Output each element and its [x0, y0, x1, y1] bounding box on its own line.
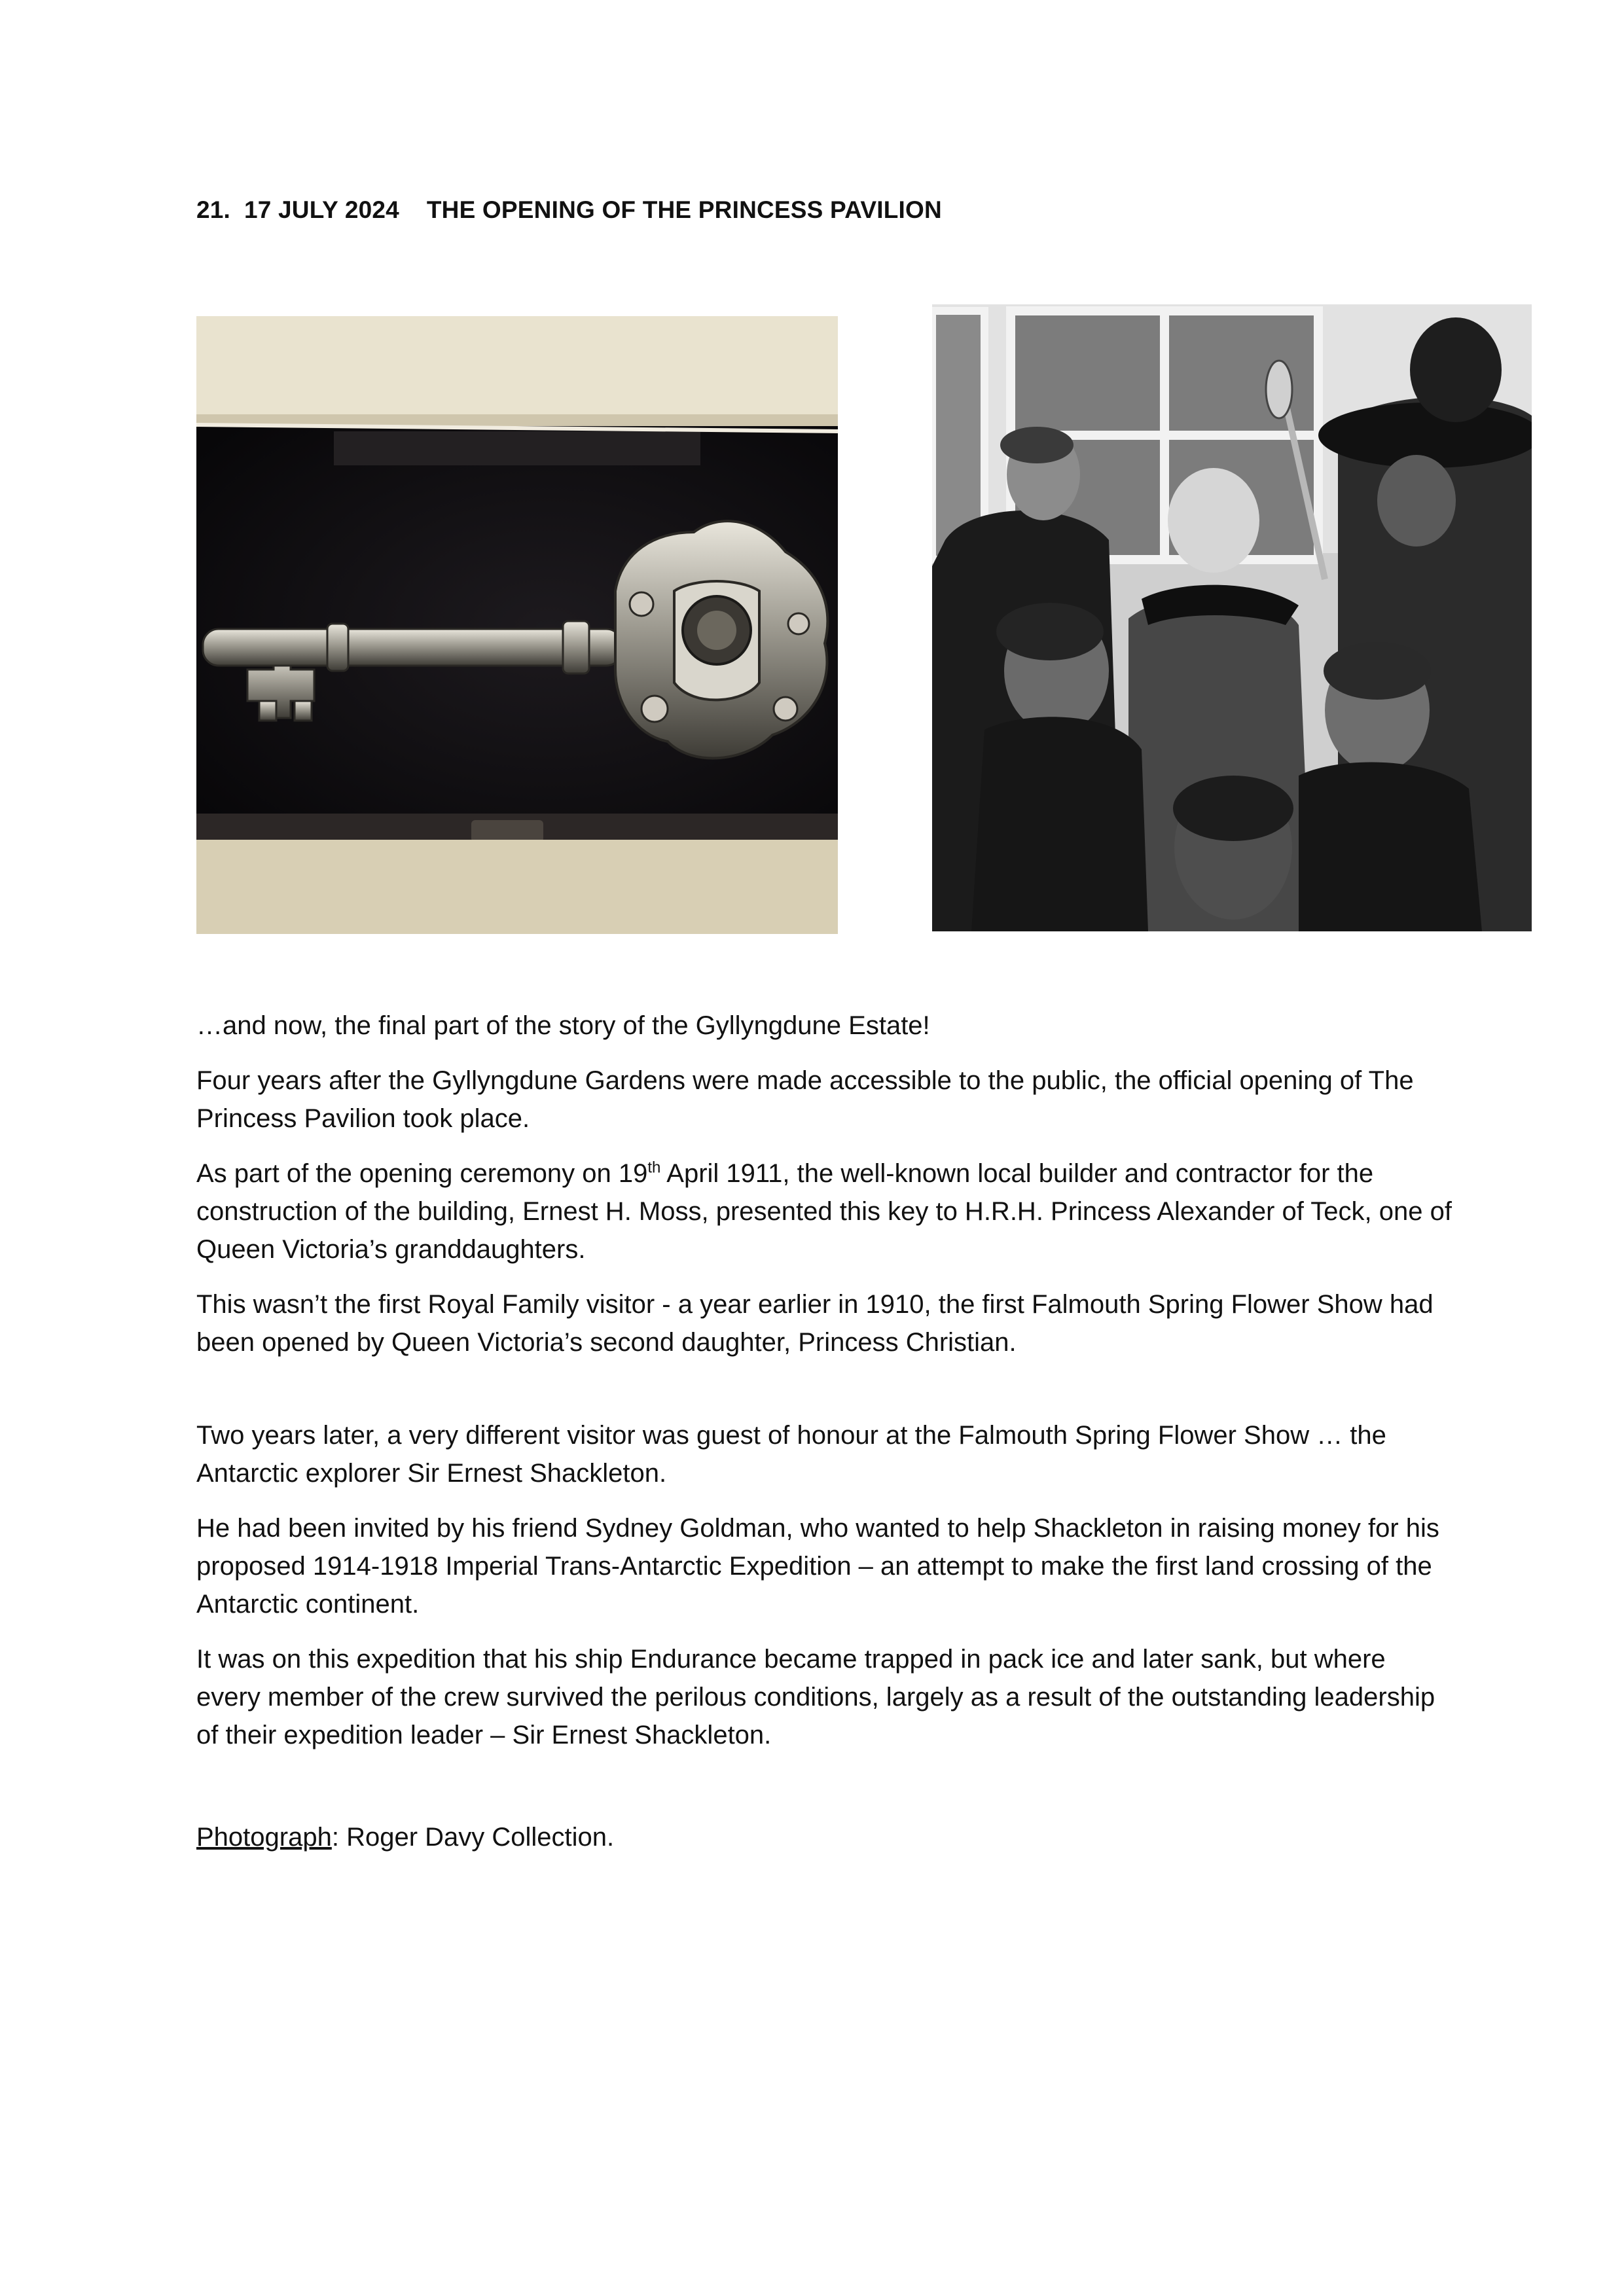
photo-credit-text: : Roger Davy Collection.: [331, 1823, 615, 1852]
page-heading: 21. 17 JULY 2024 THE OPENING OF THE PRINCESS PAVILION: [196, 196, 942, 223]
photo-credit: [196, 1818, 1453, 1856]
paragraph-ceremony: [196, 1155, 1453, 1268]
ordinal-suffix: th: [647, 1158, 661, 1177]
paragraph-shackleton-visit: Two years later, a very different visitor was guest of honour at the Falmouth Spring Flower Show … the Antarctic explorer Sir Ernest Shackleton.: [196, 1421, 1386, 1488]
opening-ceremony-crowd-photo: [932, 304, 1532, 931]
ceremonial-key-photo: [196, 316, 838, 934]
ceremony-text-end: April 1911, the well-known local builder and contractor for the construction of the building, Ernest H. Moss, presented this key to H.R.H. Princess Alexander of Teck, one of Queen Victoria’s granddaughters.: [196, 1159, 1452, 1264]
ceremony-text-start: As part of the opening ceremony on 19: [196, 1159, 648, 1188]
paragraph-goldman: He had been invited by his friend Sydney Goldman, who wanted to help Shackleton in raising money for his proposed 1914-1918 Imperial Trans-Antarctic Expedition – an attempt to make the first land crossing of the Antarctic continent.: [196, 1514, 1439, 1619]
article-body: [196, 1007, 1453, 1873]
key-photo-icon: [196, 316, 838, 934]
paragraph-intro: …and now, the final part of the story of the Gyllyngdune Estate!: [196, 1011, 930, 1040]
photo-credit-label: Photograph: [196, 1823, 332, 1852]
paragraph-endurance: It was on this expedition that his ship Endurance became trapped in pack ice and later sank, but where every member of the crew survived the perilous conditions, largely as a result of the outstanding leadership of their expedition leader – Sir Ernest Shackleton.: [196, 1645, 1435, 1749]
paragraph-opening: Four years after the Gyllyngdune Gardens were made accessible to the public, the official opening of The Princess Pavilion took place.: [196, 1066, 1414, 1133]
crowd-photo-icon: [932, 304, 1532, 931]
paragraph-royal-visitor: This wasn’t the first Royal Family visitor - a year earlier in 1910, the first Falmouth Spring Flower Show had been opened by Queen Victoria’s second daughter, Princess Christian.: [196, 1290, 1434, 1357]
